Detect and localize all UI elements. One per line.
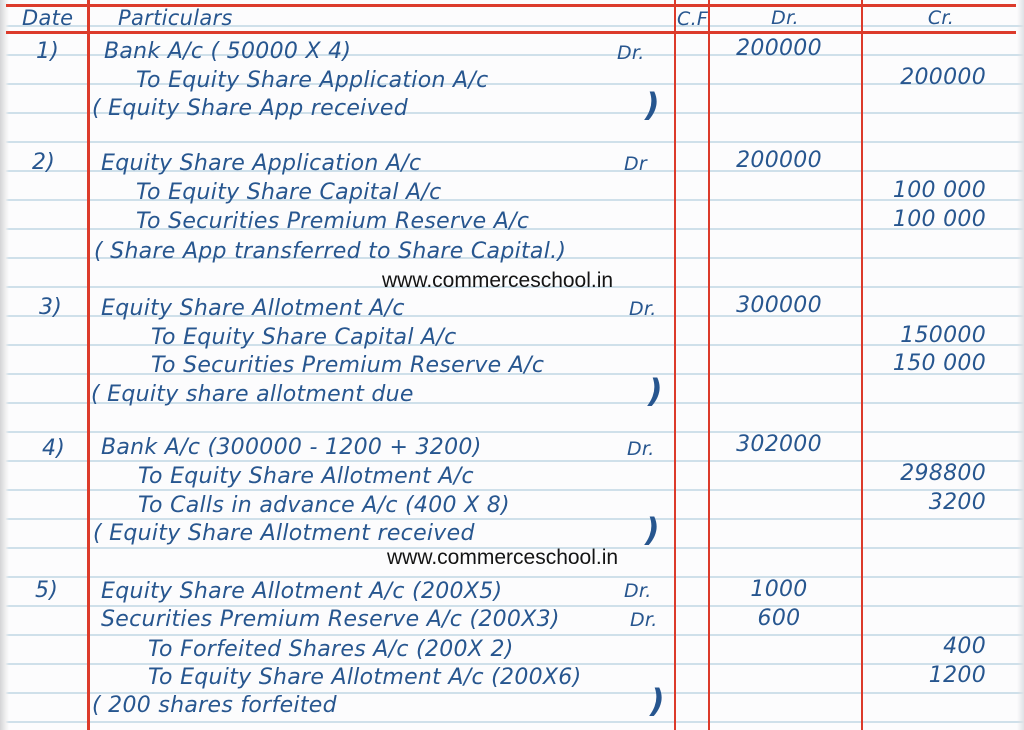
entry-5-debit-line-2: Securities Premium Reserve A/c (200X3) bbox=[101, 607, 560, 632]
entry-4-dr-mark: Dr. bbox=[627, 438, 655, 460]
entry-1-debit-line: Bank A/c ( 50000 X 4) bbox=[104, 39, 352, 64]
entry-4-credit-line-2: To Calls in advance A/c (400 X 8) bbox=[138, 493, 510, 518]
entry-2-narration: ( Share App transferred to Share Capital.) bbox=[94, 239, 567, 264]
entry-3-narration-close-paren: ) bbox=[648, 372, 663, 410]
entry-2-dr-mark: Dr bbox=[624, 153, 648, 175]
entry-3-credit-line-2: To Securities Premium Reserve A/c bbox=[151, 353, 545, 378]
entry-5-dr-amount-1: 1000 bbox=[750, 577, 808, 602]
page-edge-left bbox=[0, 0, 9, 730]
entry-2-number: 2) bbox=[32, 150, 56, 175]
entry-4-number: 4) bbox=[42, 436, 66, 461]
entry-5-narration-close-paren: ) bbox=[650, 682, 665, 720]
entry-4-dr-amount: 302000 bbox=[736, 432, 822, 457]
col-rule-cf-left bbox=[674, 0, 676, 730]
entry-1-dr-mark: Dr. bbox=[617, 42, 645, 64]
entry-2-credit-line-1: To Equity Share Capital A/c bbox=[136, 180, 442, 205]
entry-4-narration-close-paren: ) bbox=[645, 511, 660, 549]
entry-4-narration: ( Equity Share Allotment received bbox=[93, 521, 475, 546]
header-dr: Dr. bbox=[771, 7, 799, 29]
entry-2-dr-amount: 200000 bbox=[736, 148, 822, 173]
entry-5-dr-amount-2: 600 bbox=[757, 606, 801, 631]
entry-4-cr-amount-1: 298800 bbox=[900, 461, 986, 486]
entry-5-credit-line-1: To Forfeited Shares A/c (200X 2) bbox=[148, 637, 514, 662]
entry-5-cr-amount-1: 400 bbox=[943, 634, 986, 659]
header-bottom-rule bbox=[6, 31, 1016, 34]
col-rule-date bbox=[87, 0, 90, 730]
col-rule-dr-cr bbox=[861, 0, 863, 730]
entry-2-cr-amount-2: 100 000 bbox=[892, 207, 986, 232]
entry-2-debit-line: Equity Share Application A/c bbox=[101, 151, 422, 176]
entry-3-number: 3) bbox=[39, 295, 63, 320]
entry-3-cr-amount-2: 150 000 bbox=[892, 351, 986, 376]
entry-2-cr-amount-1: 100 000 bbox=[892, 178, 986, 203]
entry-5-debit-line-1: Equity Share Allotment A/c (200X5) bbox=[101, 579, 503, 604]
header-particulars: Particulars bbox=[118, 6, 233, 30]
entry-3-narration: ( Equity share allotment due bbox=[91, 382, 414, 407]
entry-5-dr-mark-1: Dr. bbox=[624, 580, 652, 602]
entry-1-credit-line: To Equity Share Application A/c bbox=[136, 68, 489, 93]
entry-1-cr-amount: 200000 bbox=[900, 65, 986, 90]
entry-5-dr-mark-2: Dr. bbox=[630, 609, 658, 631]
page-edge-right bbox=[1017, 0, 1024, 730]
entry-3-cr-amount-1: 150000 bbox=[900, 323, 986, 348]
entry-3-dr-mark: Dr. bbox=[629, 298, 657, 320]
watermark-1: www.commerceschool.in bbox=[382, 269, 614, 292]
entry-1-narration-close-paren: ) bbox=[645, 86, 660, 124]
entry-3-debit-line: Equity Share Allotment A/c bbox=[101, 296, 405, 321]
entry-5-credit-line-2: To Equity Share Allotment A/c (200X6) bbox=[148, 665, 582, 690]
entry-5-number: 5) bbox=[35, 578, 59, 603]
entry-1-narration: ( Equity Share App received bbox=[92, 96, 409, 121]
entry-1-dr-amount: 200000 bbox=[736, 36, 822, 61]
entry-3-credit-line-1: To Equity Share Capital A/c bbox=[151, 325, 457, 350]
entry-1-number: 1) bbox=[36, 39, 60, 64]
entry-3-dr-amount: 300000 bbox=[736, 293, 822, 318]
entry-4-debit-line: Bank A/c (300000 - 1200 + 3200) bbox=[101, 435, 482, 460]
header-cf: C.F bbox=[677, 8, 709, 30]
entry-5-narration: ( 200 shares forfeited bbox=[92, 693, 337, 718]
entry-2-credit-line-2: To Securities Premium Reserve A/c bbox=[136, 209, 530, 234]
entry-4-cr-amount-2: 3200 bbox=[928, 490, 986, 515]
header-date: Date bbox=[22, 6, 74, 30]
header-cr: Cr. bbox=[927, 7, 955, 29]
entry-4-credit-line-1: To Equity Share Allotment A/c bbox=[138, 464, 474, 489]
watermark-2: www.commerceschool.in bbox=[387, 546, 619, 569]
entry-5-cr-amount-2: 1200 bbox=[928, 663, 986, 688]
